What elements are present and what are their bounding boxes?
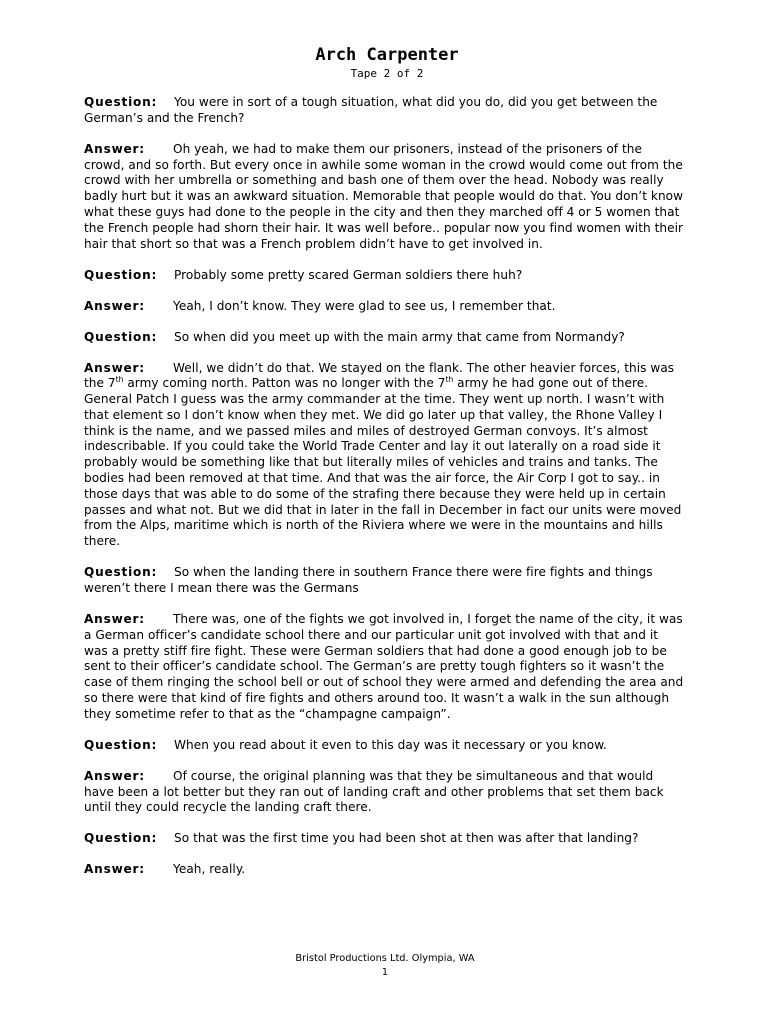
answer-label: Answer: xyxy=(84,768,145,783)
answer-text: Yeah, I don’t know. They were glad to see us, I remember that. xyxy=(173,298,556,313)
page-number: 1 xyxy=(381,967,389,978)
answer-paragraph xyxy=(84,361,684,551)
question-text: So when did you meet up with the main army that came from Normandy? xyxy=(174,329,625,344)
question-label: Question: xyxy=(84,329,158,344)
answer-paragraph xyxy=(84,612,684,723)
answer-text: Of course, the original planning was that they be simultaneous and that would have been a lot better but they ran out of landing craft and other problems that set them back until they could recycle the landing craft there. xyxy=(84,768,664,815)
question-paragraph xyxy=(84,330,684,346)
answer-text-part: army coming north. Patton was no longer with the 7 xyxy=(123,376,446,391)
transcript-body xyxy=(84,95,684,893)
answer-text: Yeah, really. xyxy=(173,862,246,877)
question-paragraph xyxy=(84,831,684,847)
answer-label: Answer: xyxy=(84,141,145,156)
answer-paragraph xyxy=(84,142,684,253)
ordinal-superscript: th xyxy=(445,375,454,385)
question-paragraph xyxy=(84,95,684,127)
question-text: So when the landing there in southern France there were fire fights and things weren’t there I mean there was the Germans xyxy=(84,565,653,596)
question-label: Question: xyxy=(84,565,158,580)
answer-text-part: Well, we didn’t do that. We stayed on the flank. The other heavier forces, this was the 7 xyxy=(84,360,675,391)
answer-paragraph xyxy=(84,299,684,315)
answer-label: Answer: xyxy=(84,612,145,627)
question-text: You were in sort of a tough situation, what did you do, did you get between the German’s and the French? xyxy=(84,95,658,125)
document-subtitle: Tape 2 of 2 xyxy=(350,67,424,80)
document-title: Arch Carpenter xyxy=(315,45,459,65)
question-paragraph xyxy=(84,565,684,597)
question-text: Probably some pretty scared German soldiers there huh? xyxy=(174,267,523,282)
answer-label: Answer: xyxy=(84,360,145,375)
question-paragraph xyxy=(84,268,684,284)
question-text: When you read about it even to this day was it necessary or you know. xyxy=(174,737,607,752)
answer-text: Oh yeah, we had to make them our prisoners, instead of the prisoners of the crowd, and so forth. But every once in awhile some woman in the crowd would come out from the crowd with her umbrella or something and bash one of them over the head. Nobody was really badly hurt but it was an awkward situation. Memorable that people would do that. You don’t know what these guys had done to the people in the city and then they marched off 4 or 5 women that the French people had shorn their hair. It was well before.. popular now you find women with their hair that short so that was a French problem didn’t have to get involved in. xyxy=(84,141,684,251)
answer-paragraph xyxy=(84,862,684,878)
question-label: Question: xyxy=(84,737,158,752)
ordinal-superscript: th xyxy=(115,375,124,385)
question-text: So that was the first time you had been shot at then was after that landing? xyxy=(174,831,639,846)
question-label: Question: xyxy=(84,267,158,282)
answer-label: Answer: xyxy=(84,862,145,877)
question-paragraph xyxy=(84,738,684,754)
footer-publisher: Bristol Productions Ltd. Olympia, WA xyxy=(295,953,475,964)
question-label: Question: xyxy=(84,95,158,109)
answer-paragraph xyxy=(84,769,684,816)
page-footer xyxy=(0,952,770,980)
answer-text: There was, one of the fights we got involved in, I forget the name of the city, it was a German officer’s candidate school there and our particular unit got involved with that and it was a pretty stiff fire fight. These were German soldiers that had done a good enough job to be sent to their officer’s candidate school. The German’s are pretty tough fighters so it wasn’t the case of them ringing the school bell or out of school they were armed and defending the area and so there were that kind of fire fights and others around too. It wasn’t a walk in the sun although they sometime refer to that as the “champagne campaign”. xyxy=(84,612,684,721)
document-header xyxy=(0,44,770,81)
answer-label: Answer: xyxy=(84,298,145,313)
answer-text-part: army he had gone out of there. General Patch I guess was the army commander at the time. They went up north. I wasn’t with that element so I don’t know when they met. We did go later up that valley, the Rhone Valley I think is the name, and we passed miles and miles of destroyed German convoys. It’s almost indescribable. If you could take the World Trade Center and lay it out laterally on a road side it probably would be something like that but literally miles of vehicles and trains and tanks. The bodies had been removed at that time. And that was the air force, the Air Corp I got to say.. in those days that was able to do some of the strafing there because they were held up in certain passes and what not. But we did that in later in the fall in December in fact our units were moved from the Alps, maritime which is north of the Riviera where we were in the mountains and hills there. xyxy=(84,376,682,549)
question-label: Question: xyxy=(84,831,158,846)
